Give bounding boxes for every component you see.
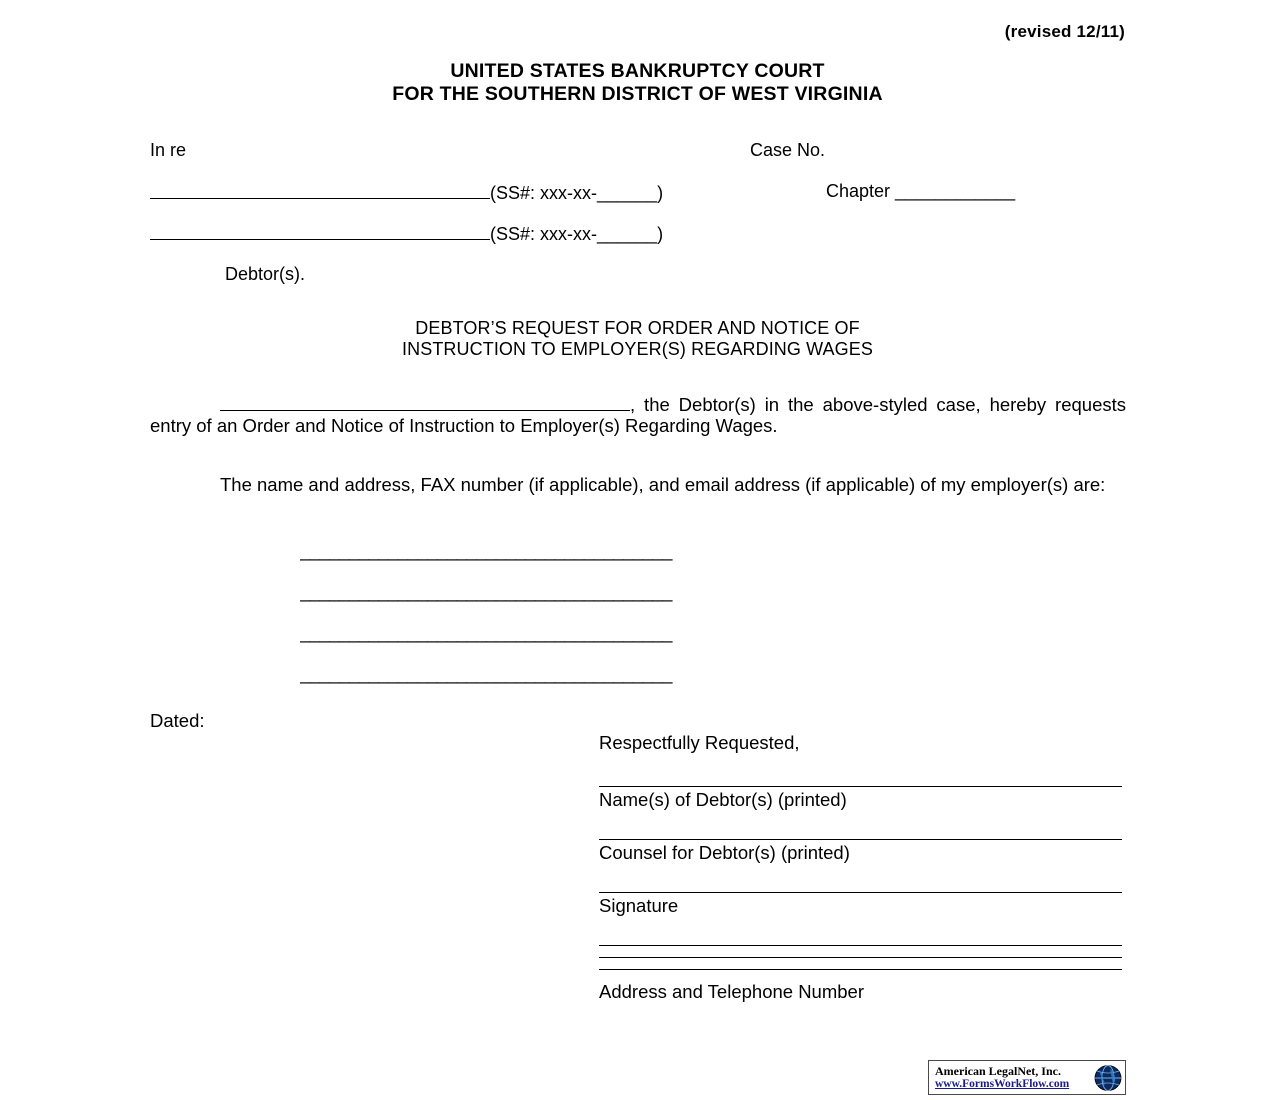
- ssn-line-2: (SS#: xxx-xx-______): [490, 224, 664, 244]
- debtor-name-blank-1[interactable]: [150, 181, 490, 199]
- revision-note: (revised 12/11): [1004, 22, 1125, 41]
- case-number-label: Case No.: [750, 140, 826, 160]
- respectfully-requested-label: Respectfully Requested,: [599, 732, 800, 753]
- logo-text-block: [929, 1065, 1091, 1091]
- address-rule-2[interactable]: [599, 957, 1122, 958]
- debtor-name-blank-2[interactable]: [150, 222, 490, 240]
- case-caption: [150, 140, 1130, 284]
- request-paragraph-text: , the Debtor(s) in the above-styled case, hereby requests entry of an Order and Notice of Instruction to Employer(s) Regarding Wages.: [150, 394, 1126, 436]
- caption-row-3: [150, 222, 1130, 263]
- document-title: [0, 318, 1275, 360]
- debtor-name-printed-label: Name(s) of Debtor(s) (printed): [599, 789, 847, 810]
- ssn-line-1: (SS#: xxx-xx-______): [490, 183, 664, 203]
- dated-label: Dated:: [150, 710, 205, 731]
- signature-rule[interactable]: [599, 892, 1122, 893]
- signature-block: [599, 732, 1126, 1003]
- debtors-label: Debtor(s).: [225, 264, 306, 284]
- chapter-field[interactable]: Chapter ____________: [826, 181, 1016, 201]
- employer-info-paragraph: [150, 474, 1126, 495]
- caption-row-1: [150, 140, 1130, 181]
- employer-blank-line[interactable]: ______________________________________: [300, 622, 672, 643]
- employer-blank-lines: [300, 540, 780, 704]
- document-title-line1: DEBTOR’S REQUEST FOR ORDER AND NOTICE OF: [415, 318, 860, 338]
- address-rule-3[interactable]: [599, 969, 1122, 970]
- request-paragraph: [150, 393, 1126, 436]
- globe-icon: [1091, 1062, 1125, 1093]
- caption-row-2: [150, 181, 1130, 222]
- address-telephone-label: Address and Telephone Number: [599, 981, 864, 1002]
- american-legalnet-logo: [928, 1060, 1126, 1095]
- court-heading: [0, 60, 1275, 106]
- address-lines-group: [599, 945, 1126, 1003]
- employer-blank-line[interactable]: ______________________________________: [300, 540, 672, 561]
- debtor-name-line-2: [150, 222, 663, 245]
- employer-blank-line[interactable]: ______________________________________: [300, 581, 672, 602]
- address-rule-1[interactable]: [599, 945, 1122, 946]
- signature-label: Signature: [599, 895, 679, 916]
- debtor-name-signature-rule[interactable]: [599, 786, 1122, 787]
- counsel-printed-label: Counsel for Debtor(s) (printed): [599, 842, 850, 863]
- logo-company-name: American LegalNet, Inc.: [935, 1063, 1061, 1078]
- debtor-name-blank-3[interactable]: [220, 393, 630, 411]
- employer-blank-line[interactable]: ______________________________________: [300, 663, 672, 684]
- document-title-line2: INSTRUCTION TO EMPLOYER(S) REGARDING WAGES: [402, 339, 873, 359]
- employer-info-text: The name and address, FAX number (if applicable), and email address (if applicable) of my employer(s) are:: [220, 474, 1106, 495]
- debtor-name-line-1: [150, 181, 663, 204]
- in-re-label: In re: [150, 140, 187, 160]
- logo-website[interactable]: www.FormsWorkFlow.com: [935, 1077, 1070, 1090]
- court-name-line1: UNITED STATES BANKRUPTCY COURT: [450, 60, 825, 82]
- court-name-line2: FOR THE SOUTHERN DISTRICT OF WEST VIRGINIA: [392, 83, 883, 105]
- counsel-name-rule[interactable]: [599, 839, 1122, 840]
